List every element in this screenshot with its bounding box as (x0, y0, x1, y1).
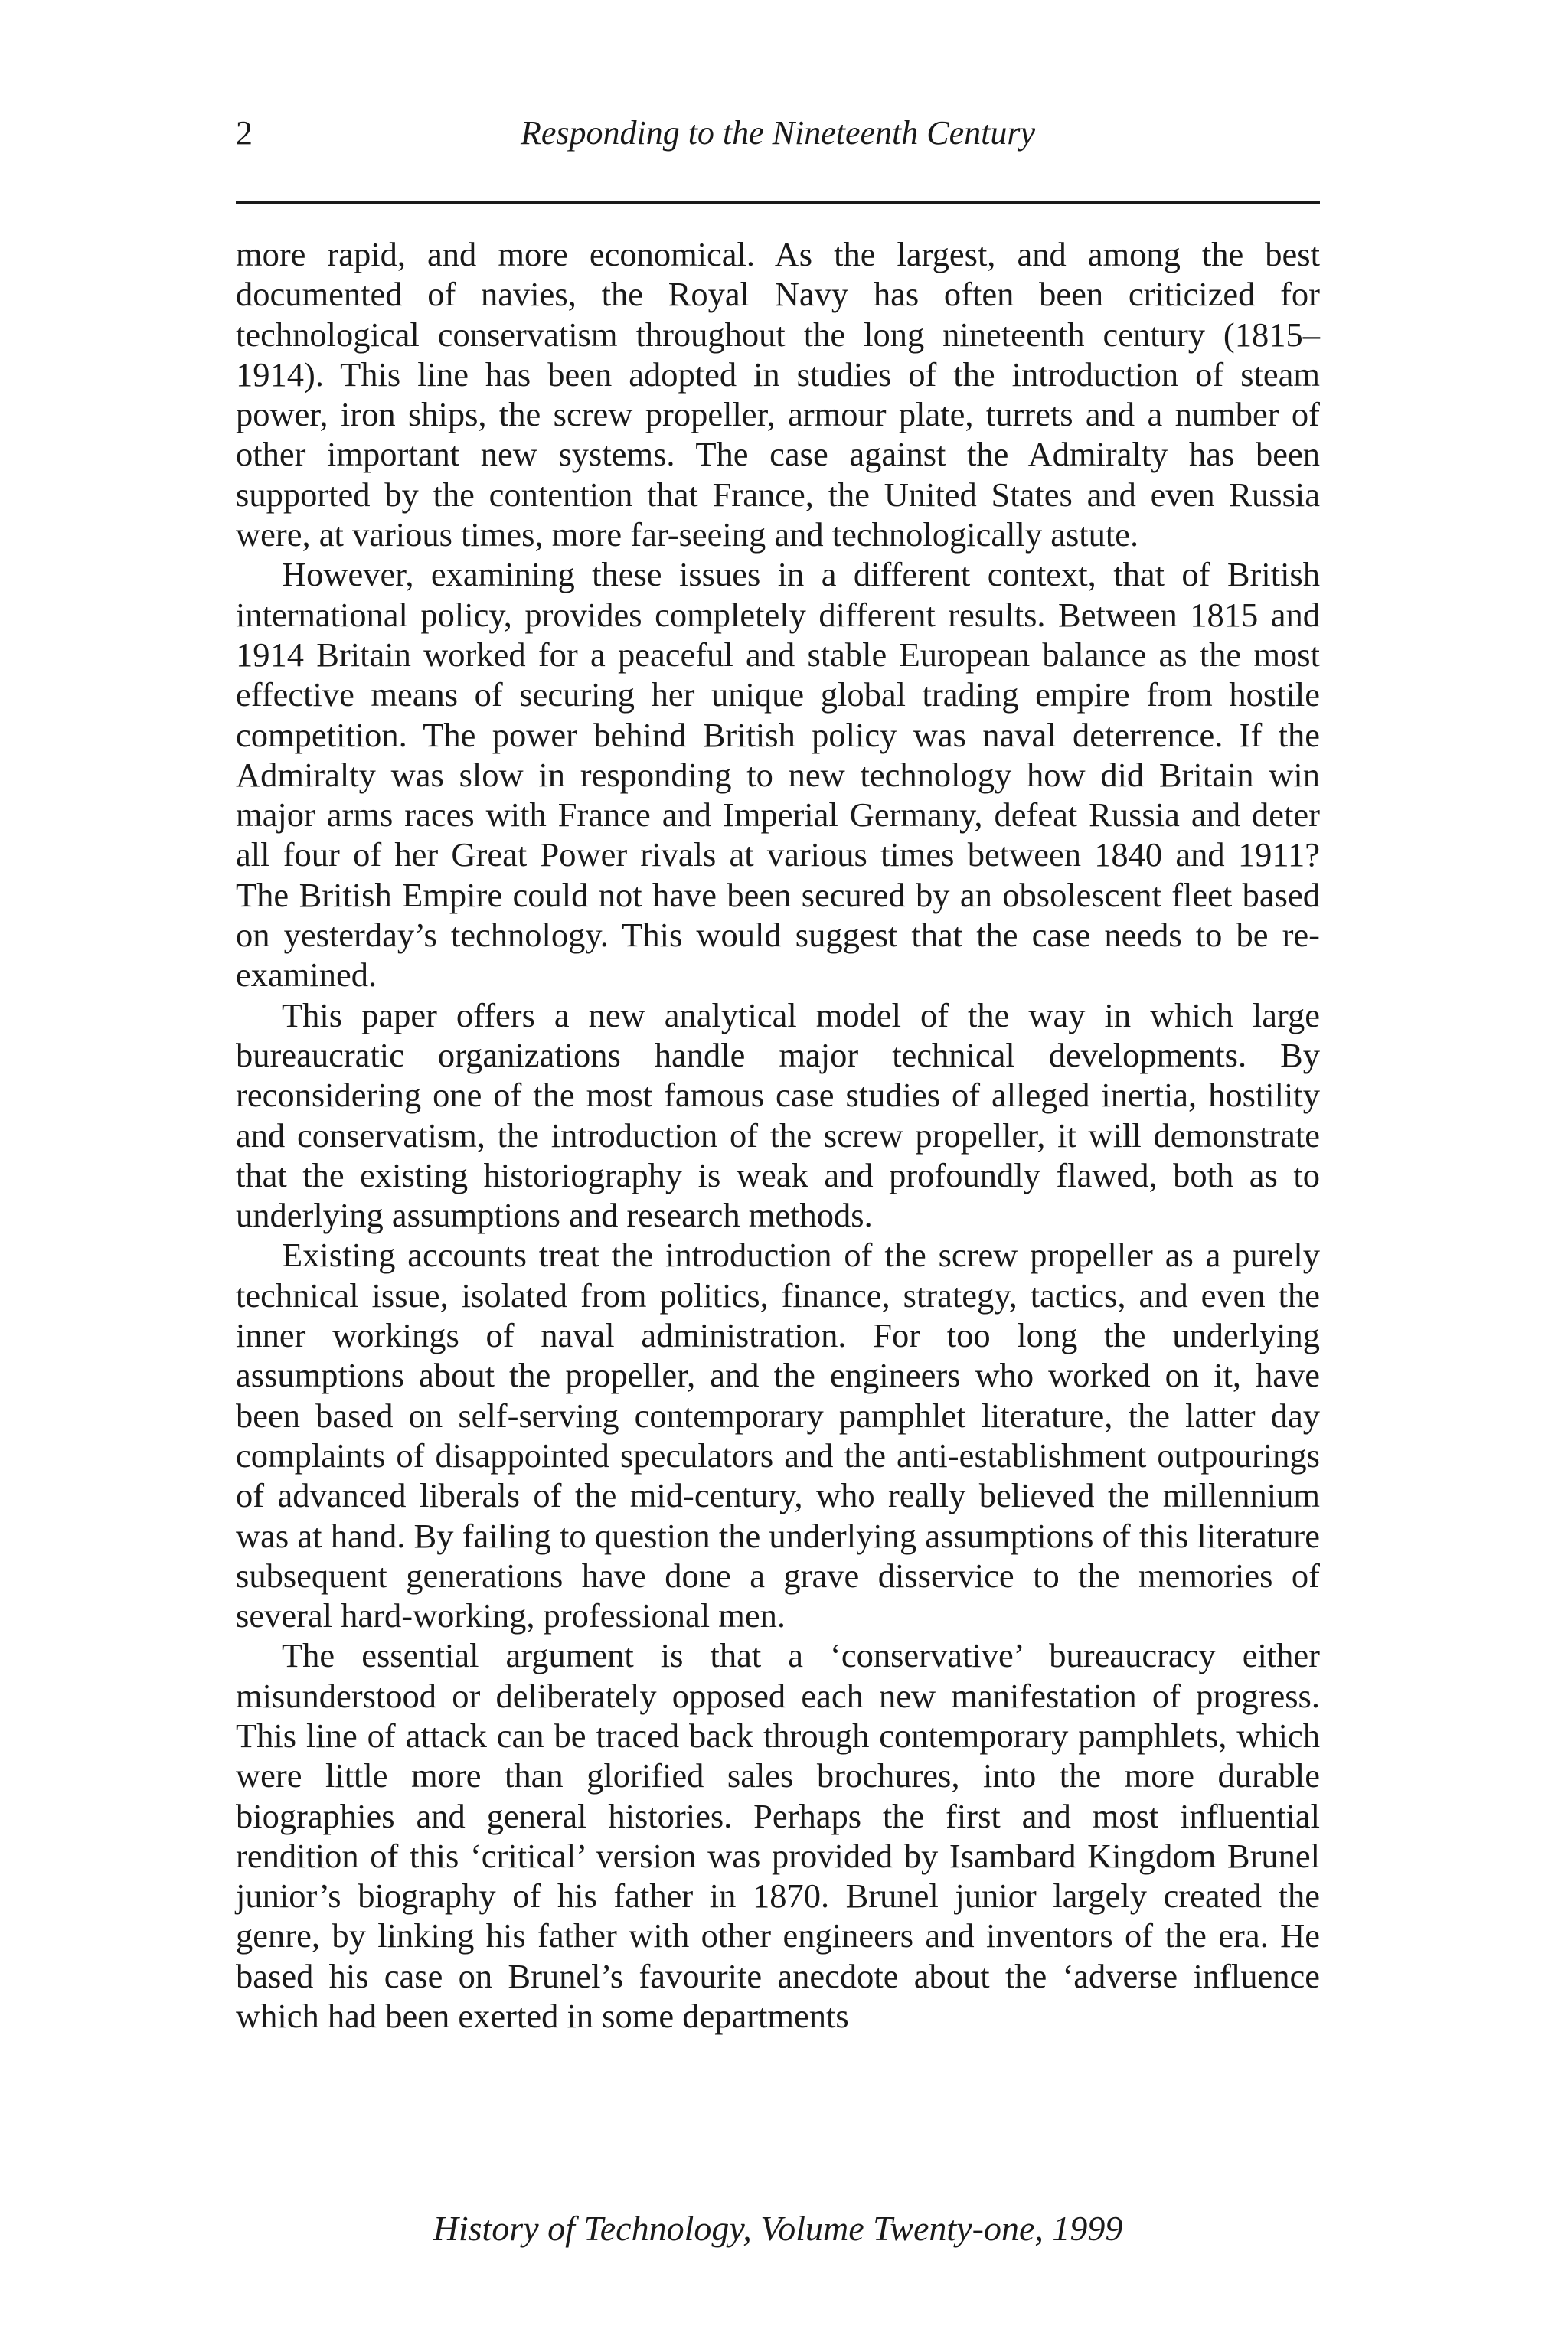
journal-footer: History of Technology, Volume Twenty-one, 1999 (433, 2209, 1123, 2248)
header-rule (236, 201, 1320, 204)
paragraph-2: However, examining these issues in a different context, that of British international policy, provides completely different results. Between 1815 and 1914 Britain worked for a peaceful and stable European balance as the most effective means of securing her unique global trading empire from hostile competition. The power behind British policy was naval deterrence. If the Admiralty was slow in responding to new technology how did Britain win major arms races with France and Imperial Germany, defeat Russia and deter all four of her Great Power rivals at various times between 1840 and 1911? The British Empire could not have been secured by an obsolescent fleet based on yesterday’s technology. This would suggest that the case needs to be re-examined. (236, 555, 1320, 995)
paragraph-5: The essential argument is that a ‘conservative’ bureaucracy either misunderstood or deliberately opposed each new manifestation of progress. This line of attack can be traced back through contemporary pamphlets, which were little more than glorified sales brochures, into the more durable biographies and general histories. Perhaps the first and most influential rendition of this ‘critical’ version was provided by Isambard Kingdom Brunel junior’s biography of his father in 1870. Brunel junior largely created the genre, by linking his father with other engineers and inventors of the era. He based his case on Brunel’s favourite anecdote about the ‘adverse influence which had been exerted in some departments (236, 1636, 1320, 2036)
page-number: 2 (236, 114, 253, 152)
paragraph-3: This paper offers a new analytical model of the way in which large bureaucratic organizations handle major technical developments. By reconsidering one of the most famous case studies of alleged inertia, hostility and conservatism, the introduction of the screw propeller, it will demonstrate that the existing historiography is weak and profoundly flawed, both as to underlying assumptions and research methods. (236, 995, 1320, 1235)
body-text (236, 234, 1320, 2036)
running-head: Responding to the Nineteenth Century (520, 114, 1036, 152)
paragraph-1: more rapid, and more economical. As the largest, and among the best documented of navies, the Royal Navy has often been criticized for technological conservatism throughout the long nineteenth century (1815–1914). This line has been adopted in studies of the introduction of steam power, iron ships, the screw propeller, armour plate, turrets and a number of other important new systems. The case against the Admiralty has been supported by the contention that France, the United States and even Russia were, at various times, more far-seeing and technologically astute. (236, 235, 1320, 554)
paragraph-4: Existing accounts treat the introduction of the screw propeller as a purely technical issue, isolated from politics, finance, strategy, tactics, and even the inner workings of naval administration. For too long the underlying assumptions about the propeller, and the engineers who worked on it, have been based on self-serving contemporary pamphlet literature, the latter day complaints of disappointed speculators and the anti-establishment outpourings of advanced liberals of the mid-century, who really believed the millennium was at hand. By failing to question the underlying assumptions of this literature subsequent generations have done a grave disservice to the memories of several hard-working, professional men. (236, 1236, 1320, 1635)
